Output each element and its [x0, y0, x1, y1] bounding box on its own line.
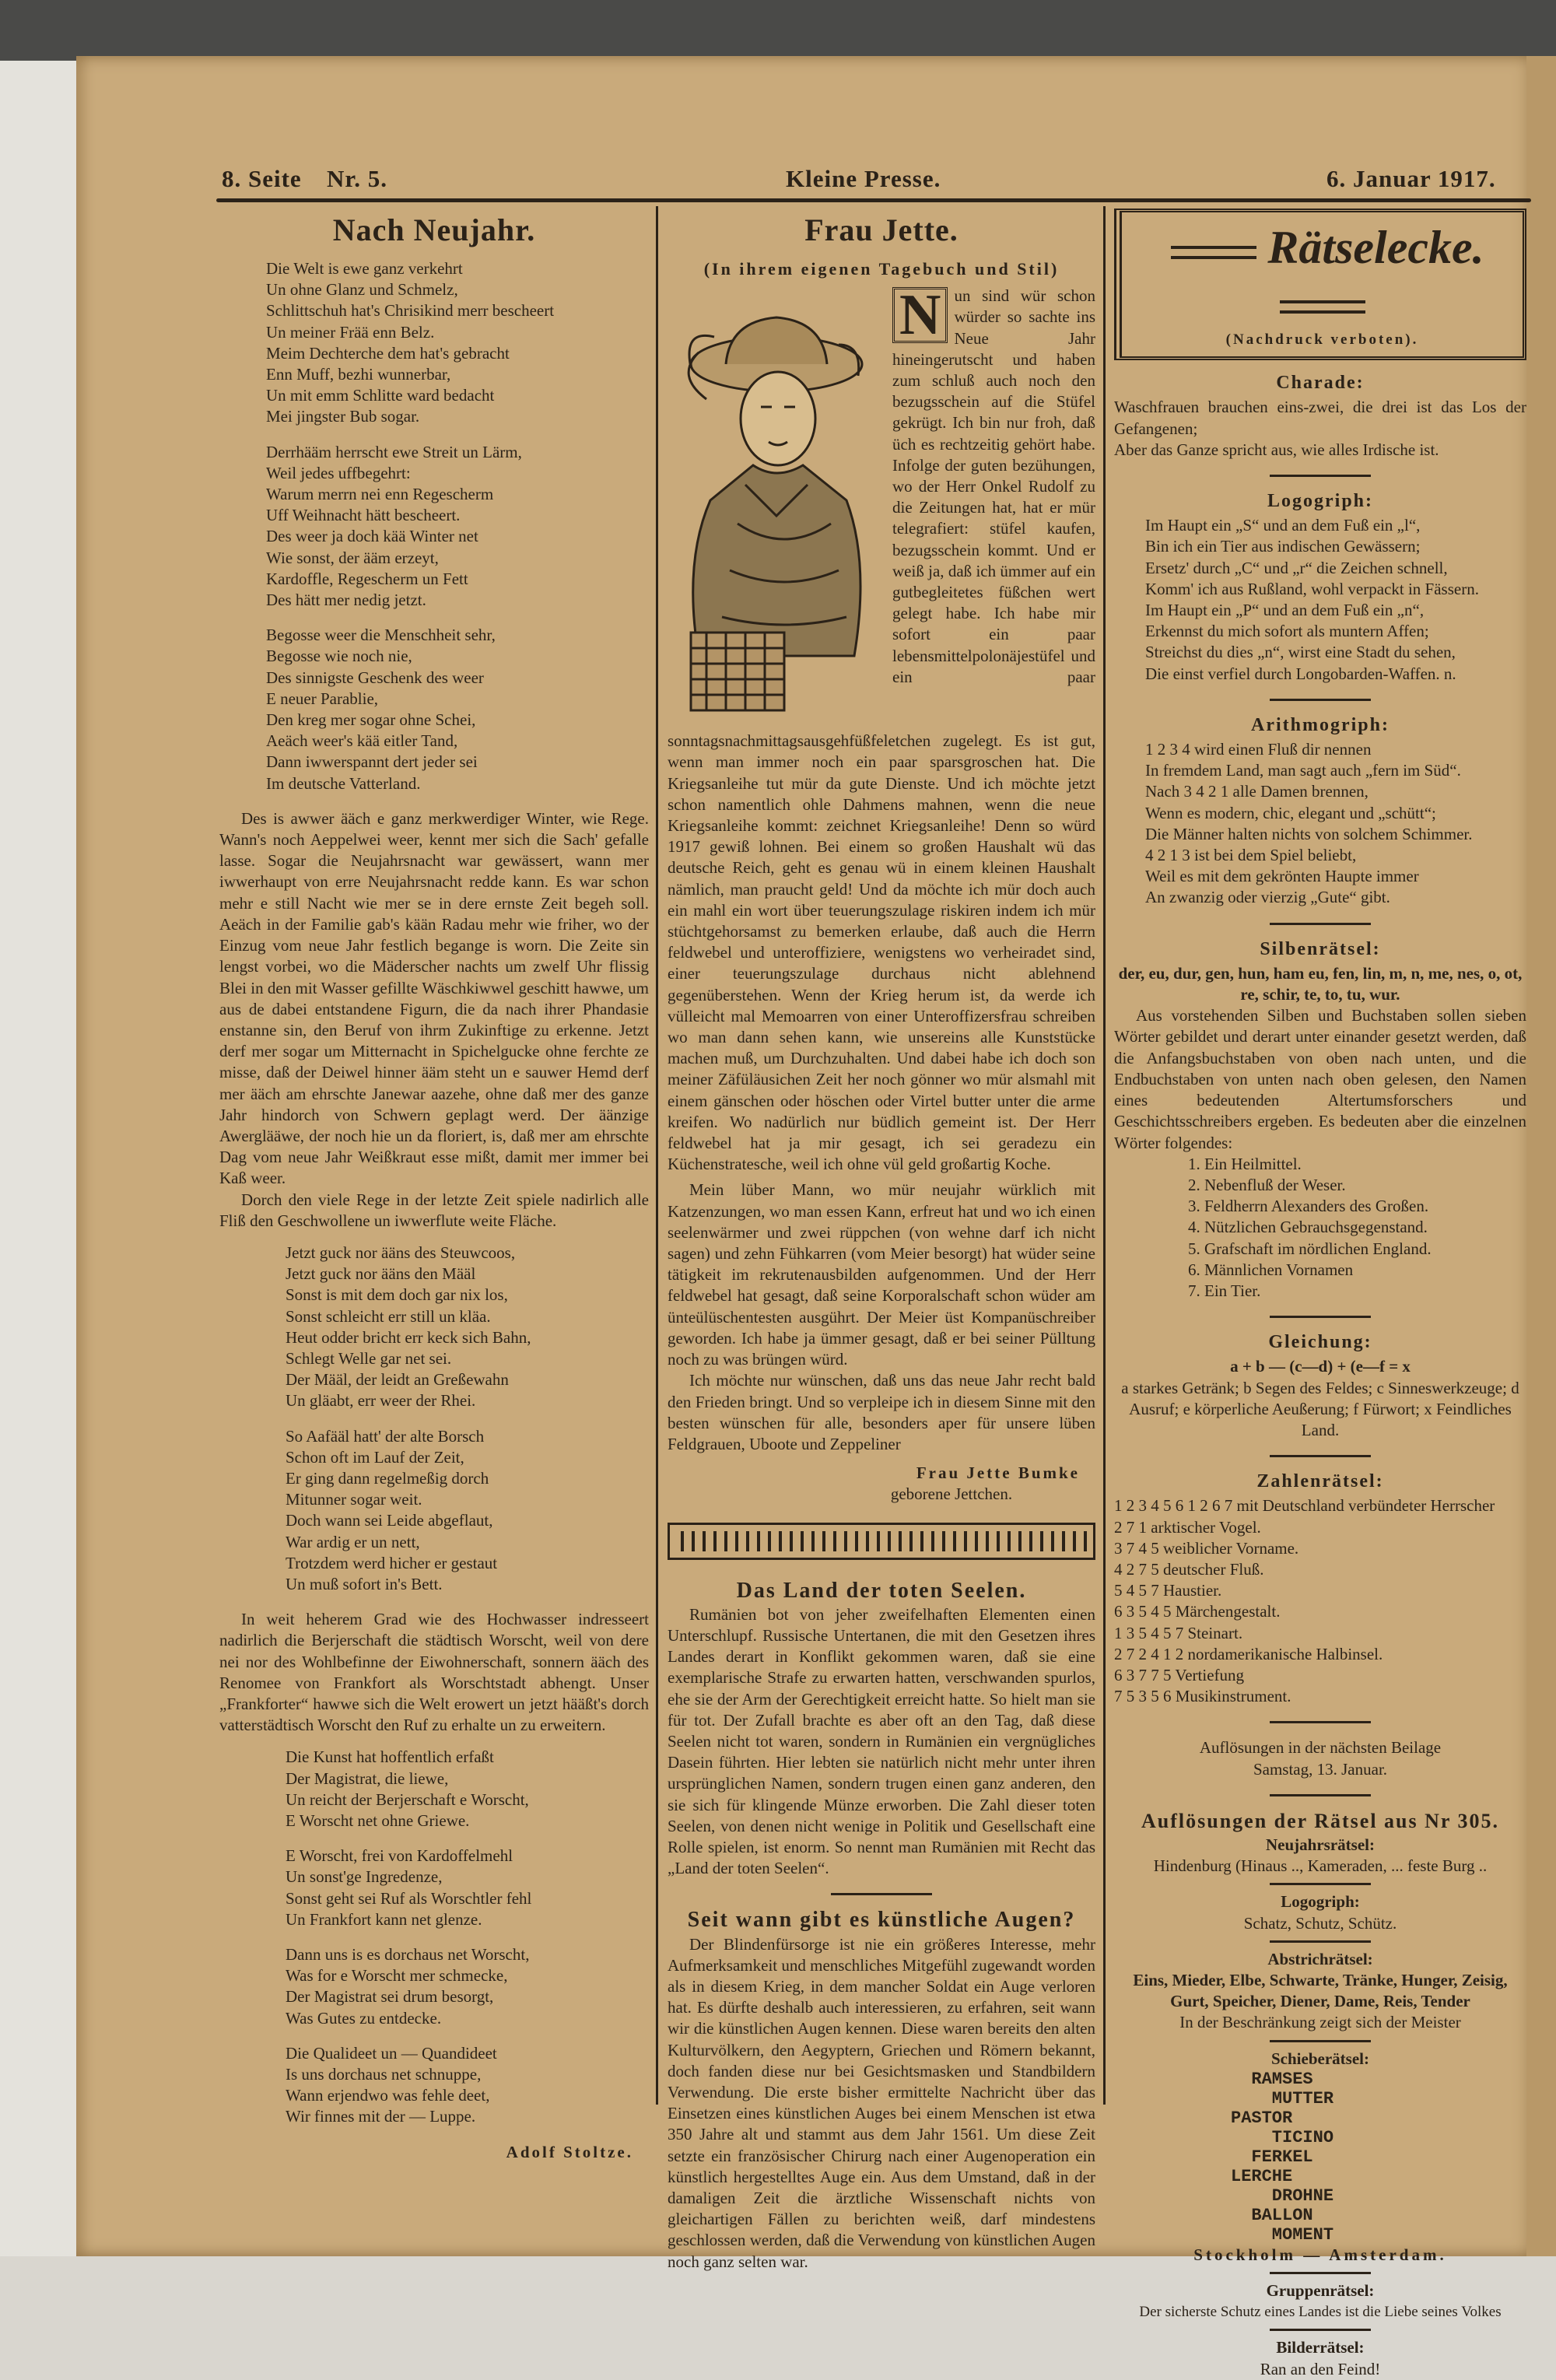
- poem-line: So Aafääl hatt' der alte Borsch: [286, 1426, 485, 1446]
- text-line: 2. Nebenfluß der Weser.: [1188, 1175, 1346, 1194]
- poem-stanza: [266, 442, 649, 612]
- solution: Schatz, Schutz, Schütz.: [1243, 1913, 1397, 1933]
- text-line: Erkennst du mich sofort als muntern Affen;: [1145, 622, 1429, 641]
- text-line: RAMSES: [1231, 2069, 1313, 2089]
- text-line: 6 3 7 7 5 Vertiefung: [1114, 1665, 1245, 1684]
- text-line: BALLON: [1231, 2205, 1313, 2225]
- text-line: Weil es mit dem gekrönten Haupte immer: [1145, 867, 1419, 886]
- poem-line: Enn Muff, bezhi wunnerbar,: [266, 365, 451, 384]
- text-line: Im Haupt ein „P“ und an dem Fuß ein „n“,: [1145, 601, 1425, 620]
- puzzle-verse: [1145, 515, 1526, 685]
- author-signature: Frau Jette Bumke: [916, 1463, 1080, 1483]
- solutions-heading: Auflösungen der Rätsel aus Nr 305.: [1141, 1809, 1499, 1832]
- solution: In der Beschränkung zeigt sich der Meister: [1179, 2013, 1461, 2032]
- solution: Hindenburg (Hinaus .., Kameraden, ... feste Burg ..: [1153, 1856, 1488, 1876]
- poem-line: Schlegt Welle gar net sei.: [286, 1348, 452, 1368]
- divider: [1270, 1455, 1371, 1457]
- section-title: Rätselecke.: [1122, 220, 1523, 329]
- poem-line: Un sonst'ge Ingredenze,: [286, 1867, 443, 1887]
- poem-stanza: [286, 1845, 649, 1930]
- text-line: 5. Grafschaft im nördlichen England.: [1188, 1239, 1432, 1258]
- header-rule: [216, 198, 1531, 202]
- poem-line: War ardig er un nett,: [286, 1532, 420, 1551]
- solution-heading: Gruppenrätsel:: [1266, 2281, 1375, 2301]
- article-title: Seit wann gibt es künstliche Augen?: [687, 1908, 1076, 1933]
- article-paragraph: Mein lüber Mann, wo mür neujahr würklich mit Katzenzungen, wo man essen Kann, erfreut hat und wo ich einen seelenwärmer und zwei rüppchen (von wehne darf ich nicht sagen) und zehn Fühkarren (vom Meier besorgt) hat wüder seine tätigkeit im rekrutenausbilden aufgenommen. Und der Herr feldwebel hat gesagt, daß seine Korporalschaft schon wüder am ünteülüschentesten ausgührt. Der Meier üst Kompanüschreiber geworden. Ich habe ja ümmer gesagt, daß er bei seiner Pülltung noch zu was brüngen würd.: [668, 1180, 1095, 1369]
- puzzle-line: Aber das Ganze spricht aus, wie alles Irdische ist.: [1114, 440, 1439, 459]
- syllables: der, eu, dur, gen, hun, ham eu, fen, lin, m, n, me, nes, o, ot, re, schir, te, to, tu, wur.: [1118, 963, 1523, 1004]
- article-paragraph: Dorch den viele Rege in der letzte Zeit spiele nadirlich alle Fliß den Geschwollene un iwwerflute weite Fläche.: [219, 1190, 649, 1230]
- poem-line: Was for e Worscht mer schmecke,: [286, 1966, 508, 1986]
- divider: [1270, 2272, 1371, 2274]
- text-line: TICINO: [1231, 2127, 1334, 2147]
- poem-stanza: [286, 1243, 649, 1412]
- drop-cap: N: [892, 287, 948, 343]
- scan-border-left: [0, 61, 76, 2256]
- text-line: 3 7 4 5 weiblicher Vorname.: [1114, 1538, 1299, 1558]
- text-line: 4 2 7 5 deutscher Fluß.: [1114, 1559, 1264, 1579]
- solution: Stockholm — Amsterdam.: [1193, 2245, 1447, 2264]
- puzzle-heading: Logogriph:: [1267, 491, 1373, 512]
- newspaper-name: Kleine Presse.: [786, 165, 941, 192]
- poem-stanza: [286, 2043, 649, 2128]
- puzzle-heading: Gleichung:: [1268, 1332, 1372, 1353]
- puzzle-heading: Arithmogriph:: [1251, 714, 1390, 735]
- text-line: Die Männer halten nichts von solchem Schimmer.: [1145, 824, 1473, 843]
- poem-line: E Worscht, frei von Kardoffelmehl: [286, 1846, 513, 1866]
- text-line: FERKEL: [1231, 2147, 1313, 2167]
- text-line: 1 2 3 4 5 6 1 2 6 7 mit Deutschland verbündeter Herrscher: [1114, 1496, 1495, 1516]
- column-divider: [1103, 206, 1106, 2105]
- poem-line: Schlittschuh hat's Chrisikind merr bescheert: [266, 301, 555, 321]
- poem-stanza: [286, 1944, 649, 2029]
- text-line: LERCHE: [1231, 2166, 1293, 2186]
- poem-line: Des weer ja doch kää Winter net: [266, 527, 478, 546]
- text-line: 1 2 3 4 wird einen Fluß dir nennen: [1145, 740, 1372, 759]
- article-subtitle: (In ihrem eigenen Tagebuch und Stil): [703, 259, 1060, 279]
- poem-line: Heut odder bricht err keck sich Bahn,: [286, 1327, 531, 1347]
- text-line: 2 7 1 arktischer Vogel.: [1114, 1517, 1261, 1537]
- text-line: MOMENT: [1231, 2224, 1334, 2245]
- poem-line: Un gläabt, err weer der Rhei.: [286, 1391, 476, 1411]
- poem-line: Un mit emm Schlitte ward bedacht: [266, 386, 495, 405]
- poem-line: Derrhääm herrscht ewe Streit un Lärm,: [266, 442, 522, 461]
- solution-grid: [1231, 2070, 1526, 2245]
- text-line: 4 2 1 3 ist bei dem Spiel beliebt,: [1145, 846, 1357, 865]
- divider: [1270, 1721, 1371, 1723]
- scan-border-top: [0, 0, 1556, 61]
- solution-heading: Bilderrätsel:: [1276, 2338, 1365, 2357]
- poem-line: Weil jedes uffbegehrt:: [266, 463, 411, 482]
- text-line: In fremdem Land, man sagt auch „fern im Süd“.: [1145, 761, 1461, 780]
- divider: [1270, 1940, 1371, 1943]
- poem-line: Schon oft im Lauf der Zeit,: [286, 1447, 464, 1467]
- divider: [831, 1893, 932, 1895]
- text-line: 2 7 2 4 1 2 nordamerikanische Halbinsel.: [1114, 1644, 1383, 1663]
- poem-line: Begosse wie noch nie,: [266, 647, 412, 666]
- poem-line: Sonst schleicht err still un kläa.: [286, 1306, 491, 1326]
- poem-line: Un reicht der Berjerschaft e Worscht,: [286, 1789, 529, 1809]
- text-line: DROHNE: [1231, 2185, 1334, 2206]
- article-title: Nach Neujahr.: [332, 212, 536, 247]
- poem-line: Der Magistrat sei drum besorgt,: [286, 1987, 494, 2007]
- article-nach-neujahr: [219, 209, 649, 2163]
- poem-line: Den kreg mer sogar ohne Schei,: [266, 710, 476, 730]
- poem-line: Mitunner sogar weit.: [286, 1490, 422, 1509]
- author-signature-line2: geborene Jettchen.: [890, 1484, 1013, 1504]
- solution-heading: Schieberätsel:: [1271, 2049, 1369, 2068]
- puzzle-text: a starkes Getränk; b Segen des Feldes; c Sinneswerkzeuge; d Ausruf; e körperliche Aeußerung; f Fürwort; x Feindliches Land.: [1121, 1378, 1519, 1439]
- text-line: Bin ich ein Tier aus indischen Gewässern;: [1145, 537, 1421, 556]
- text-line: Wenn es modern, chic, elegant und „schütt“;: [1145, 803, 1436, 822]
- poem-line: Un Frankfort kann net glenze.: [286, 1909, 482, 1929]
- poem-line: Dann iwwerspannt dert jeder sei: [266, 752, 478, 772]
- puzzle-heading: Zahlenrätsel:: [1256, 1471, 1384, 1492]
- solution: Ran an den Feind!: [1260, 2359, 1381, 2378]
- poem-line: Un ohne Glanz und Schmelz,: [266, 280, 458, 300]
- text-line: MUTTER: [1231, 2088, 1334, 2108]
- page-number: 8. Seite: [222, 165, 302, 192]
- poem-stanza: [286, 1426, 649, 1596]
- text-line: Nach 3 4 2 1 alle Damen brennen,: [1145, 782, 1369, 801]
- poem-line: Un muß sofort in's Bett.: [286, 1574, 443, 1593]
- poem-line: E Worscht net ohne Griewe.: [286, 1811, 470, 1831]
- poem-stanzas: [219, 258, 649, 794]
- text-line: Ersetz' durch „C“ und „r“ die Zeichen schnell,: [1145, 558, 1448, 577]
- text-line: 1 3 5 4 5 7 Steinart.: [1114, 1623, 1243, 1642]
- text-line: 5 4 5 7 Haustier.: [1114, 1581, 1222, 1600]
- poem-line: Des sinnigste Geschenk des weer: [266, 668, 484, 687]
- section-subtitle: (Nachdruck verboten).: [1225, 331, 1419, 348]
- puzzle-verse: [1145, 739, 1526, 909]
- poem-stanzas: [219, 1243, 649, 1595]
- poem-line: Begosse weer die Menschheit sehr,: [266, 626, 496, 645]
- text-line: Komm' ich aus Rußland, wohl verpackt in Fässern.: [1145, 579, 1479, 598]
- poem-line: Jetzt guck nor ääns den Määl: [286, 1264, 476, 1284]
- poem-line: Sonst is mit dem doch gar nix los,: [286, 1285, 508, 1305]
- poem-line: Mei jingster Bub sogar.: [266, 407, 420, 426]
- text-line: 7. Ein Tier.: [1188, 1281, 1261, 1300]
- poem-line: Uff Weihnacht hätt bescheert.: [266, 506, 461, 525]
- text-line: 1. Ein Heilmittel.: [1188, 1154, 1302, 1173]
- text-line: Die einst verfiel durch Longobarden-Waffen. n.: [1145, 664, 1456, 683]
- text-line: An zwanzig oder vierzig „Gute“ gibt.: [1145, 888, 1390, 907]
- poem-line: Die Welt is ewe ganz verkehrt: [266, 259, 463, 278]
- poem-line: Warum merrn nei enn Regescherm: [266, 485, 494, 504]
- poem-line: Wann erjendwo was fehle deet,: [286, 2086, 490, 2105]
- poem-line: Wir finnes mit der — Luppe.: [286, 2107, 476, 2126]
- equation: a + b — (c—d) + (e—f = x: [1230, 1357, 1411, 1376]
- article-paragraph: Ich möchte nur wünschen, daß uns das neue Jahr recht bald den Frieden bringt. Und so verpleipe ich in diesem Sinne mit den besten wünschen für alle, besonders aper für unsere lüben Feldgrauen, Uboote und Zeppeliner: [668, 1371, 1095, 1453]
- text-line: 3. Feldherrn Alexanders des Großen.: [1188, 1197, 1429, 1216]
- poem-stanza: [266, 258, 649, 428]
- text-line: 6 3 5 4 5 Märchengestalt.: [1114, 1602, 1281, 1621]
- poem-stanza: [286, 1747, 649, 1831]
- poem-line: Trotzdem werd hicher er gestaut: [286, 1553, 498, 1572]
- raetselecke-header: [1114, 209, 1526, 360]
- poem-line: Sonst geht sei Ruf als Worschtler fehl: [286, 1888, 532, 1908]
- text-line: 4. Nützlichen Gebrauchsgegenstand.: [1188, 1218, 1428, 1237]
- poem-line: Die Kunst hat hoffentlich erfaßt: [286, 1747, 494, 1767]
- poem-line: Der Määl, der leidt an Greßewahn: [286, 1370, 509, 1390]
- solutions-note: Auflösungen in der nächsten Beilage: [1199, 1738, 1442, 1758]
- article-paragraph: In weit heherem Grad wie des Hochwasser indresseert nadirlich die Berjerschaft die städtisch Worscht, weil von dere nei nor des Wohlbefinne der Eiwohnerschaft, sonnern ääch des Renomee von Frankfort als Worschtstadt abhengt. Unser „Frankforter“ hawwe sich die Welt erowert un jetzt hääßt's dorch vatterstädtisch Worscht den Ruf zu erhalte un zu erweitern.: [219, 1610, 649, 1735]
- divider: [1270, 923, 1371, 925]
- divider: [1270, 2329, 1371, 2331]
- puzzle-line: Waschfrauen brauchen eins-zwei, die drei ist das Los der Gefangenen;: [1114, 398, 1526, 438]
- poem-line: Wie sonst, der ääm erzeyt,: [266, 548, 439, 567]
- poem-line: Was Gutes zu entdecke.: [286, 2008, 442, 2028]
- poem-line: Meim Dechterche dem hat's gebracht: [266, 343, 510, 363]
- woman-illustration: [668, 290, 881, 726]
- text-line: Im Haupt ein „S“ und an dem Fuß ein „l“,: [1145, 516, 1421, 535]
- article-paragraph: un sind wür schon würder so sachte ins Neue Jahr hineingerutscht und haben zum schluß auch noch den bezugsschein auf die Stüfel gekrügt. Ich bin nur froh, daß üch es rechtzeitig gehört habe. Infolge der guten bezühungen, wo der Herr Onkel Rudolf zu die Zeitungen hat, hat er mür telegrafiert: stüfel kaufen, bezugsschein kommt. Und er weiß ja, daß ich ümmer auf ein gutbegleitetes füßchen wert gelegt habe. Ich habe mir sofort ein paar lebensmittelpolonäjestüfel und ein paar sonntagsnachmittagsausgehfüßfeletchen zugelegt. Es ist gut, wenn man immer noch ein paar sparsgroschen hat. Die Kriegsanleihe tut mür da gute Dienste. Und ich möchte jetzt schon namentlich ohle Dahmens mahnen, wenn die neue Kriegsanleihe kommt: zeichnet Kriegsanleihe! Denn so würd 1917 gewiß lohnen. Bei einem so großen Haushalt wü das deutsche Reich, geht es genau wü in einem kleinen Haushalt nämlich, man praucht geld! Und da möchte ich mür doch auch ein mahl ein wort über teuerungszulage riskiren indem ich mür stüchtgehorsamst zu bemerken erlaube, daß auch die Herrn feldwebel und unteroffiziere, wenigstens wo verheiradet sind, einer teuerungszulage durchaus nicht ablehnend gegenüberstehen. Wenn der Krieg herum ist, da werde ich vülleicht mal Memoarren von einer Unteroffizersfrau schreiben wo man dann sehen kann, wie unsereins alle Kunststücke machen muß, um Durchzuhalten. Und dabei habe ich doch son meiner Zäfüläusichen Zeit her noch gönner wo mür alsmahl mit einem gänschen oder höschen oder Virtel butter unter die arme kreifen. Wo nadürlich nur büdlich gemeint ist. Der Herr feldwebel hat ja mir gesagt, ich sei geradezu ein Küchenstratesche, weil ich ohne vül geld großartig Koche.: [668, 286, 1095, 1174]
- puzzle-heading: Charade:: [1276, 373, 1365, 394]
- poem-line: Dann uns is es dorchaus net Worscht,: [286, 1945, 530, 1965]
- divider: [1270, 475, 1371, 477]
- article-title: Frau Jette.: [804, 212, 958, 247]
- text-line: PASTOR: [1231, 2108, 1293, 2128]
- text-line: 7 5 3 5 6 Musikinstrument.: [1114, 1687, 1291, 1706]
- text-line: Streichst du dies „n“, wirst eine Stadt du sehen,: [1145, 643, 1456, 662]
- poem-line: Er ging dann regelmeßig dorch: [286, 1468, 489, 1488]
- poem-line: Kardoffle, Regescherm un Fett: [266, 569, 468, 588]
- poem-line: Doch wann sei Leide abgeflaut,: [286, 1511, 493, 1530]
- puzzle-text: Aus vorstehenden Silben und Buchstaben sollen sieben Wörter gebildet und derart unter einander gesetzt werden, daß die Anfangsbuchstaben von oben nach unten, und die Endbuchstaben von unten nach oben gelesen, den Namen eines bedeutenden Altertumsforschers und Geschichtsschreibers ergeben. Es bedeuten aber die einzelnen Wörter folgendes:: [1114, 1006, 1526, 1152]
- divider: [1270, 1883, 1371, 1885]
- issue-number: Nr. 5.: [327, 165, 388, 192]
- column-divider: [656, 206, 658, 2105]
- poem-line: Un meiner Frää enn Belz.: [266, 322, 435, 342]
- poem-line: Aeäch weer's kää eitler Tand,: [266, 731, 458, 751]
- solutions-date: Samstag, 13. Januar.: [1253, 1759, 1388, 1779]
- solution: Eins, Mieder, Elbe, Schwarte, Tränke, Hunger, Zeisig, Gurt, Speicher, Diener, Dame, Reis, Tender: [1133, 1971, 1508, 2011]
- divider: [1270, 1794, 1371, 1796]
- raetselecke: [1114, 209, 1526, 2380]
- poem-line: Die Qualideet un — Quandideet: [286, 2043, 497, 2063]
- puzzle-list: [1114, 1495, 1526, 1707]
- article-title: Das Land der toten Seelen.: [736, 1578, 1027, 1603]
- author-signature: Adolf Stoltze.: [506, 2142, 633, 2161]
- poem-line: Jetzt guck nor ääns des Steuwcoos,: [286, 1243, 516, 1262]
- puzzle-list: [1188, 1154, 1526, 1302]
- poem-line: E neuer Parablie,: [266, 689, 379, 708]
- text-line: 6. Männlichen Vornamen: [1188, 1260, 1354, 1279]
- puzzle-heading: Silbenrätsel:: [1260, 938, 1381, 959]
- page-fold-edge: [1526, 56, 1556, 2256]
- divider: [1270, 2040, 1371, 2042]
- ornamental-divider: [668, 1523, 1095, 1560]
- poem-line: Is uns dorchaus net schnuppe,: [286, 2065, 482, 2084]
- poem-stanza: [266, 625, 649, 794]
- poem-stanzas: [219, 1747, 649, 2127]
- issue-date: 6. Januar 1917.: [1326, 165, 1496, 192]
- article-paragraph: Der Blindenfürsorge ist nie ein größeres Interesse, mehr Aufmerksamkeit und menschliches Mitgefühl zugewandt worden als in diesem Krieg, in dem mancher Soldat ein Auge verloren hat. Es dürfte deshalb auch interessieren, zu erfahren, seit wann wir die künstlichen Augen kennen. Diese waren bereits den alten Kulturvölkern, den Aegyptern, Griechen und Römern bekannt, doch fanden diese nur bei Gesichtsmasken und Standbildern Verwendung. Die erste bisher ermittelte Nachricht über das Einsetzen eines künstlichen Auges bei einem Menschen ist etwa 350 Jahre alt und stammt aus dem Jahr 1561. Um diese Zeit setzte ein französischer Chirurg nach einer Augenoperation ein künstlich hergestelltes Auge ein. Aus dem Umstand, daß in der damaligen Zeit die ärztliche Wissenschaft nichts von gleichartigen Fällen zu berichten weiß, darf mindestens geschlossen werden, daß die Verwendung von künstlichen Augen noch ganz selten war.: [668, 1934, 1095, 2271]
- divider: [1270, 1316, 1371, 1318]
- article-paragraph: Rumänien bot von jeher zweifelhaften Elementen einen Unterschlupf. Russische Untertanen, die mit den Gesetzen ihres Landes derart in Konflikt gekommen waren, daß sie eine exemplarische Strafe zu erwarten hatten, verschwanden spurlos, ehe sie der Arm der Gerechtigkeit erreicht hatte. So hielt man sie für tot. Der Zufall brachte es aber oft an den Tag, daß diese Seelen nicht tot waren, sondern in Rumänien ein vergnügliches Dasein führten. Hier lebten sie natürlich nicht mehr unter ihren ursprünglichen Namen, sondern trugen einen ganz anderen, den sie sich für klingende Münze erworben. Die Zahl dieser toten Seelen, von denen nicht wenige in Politik und Gesellschaft eine Rolle spielen, ist enorm. So nennt man Rumänien mit Recht das „Land der toten Seelen“.: [668, 1604, 1095, 1878]
- article-frau-jette: [668, 209, 1095, 2273]
- article-paragraph: Des is awwer ääch e ganz merkwerdiger Winter, wie Rege. Wann's noch Aeppelwei weer, kennt mer sich die Sach' gefalle lasse. Sogar die Neujahrsnacht war gewässert, wann mer iwwerhaupt von erre Neujahrsnacht redde kann. Es war schon mehr e still Nacht wie mer se in dere ernste Zeit begeh soll. Aeäch in der Familie gab's kään Radau mehr wie friher, wo der Einzug vom neue Jahr festlich begange is worn. Die Zeite sin lengst vorbei, wo die Mäderscher nachts um zwelf Uhr flissig Blei in den mit Wasser gefillte Wäschkiwwel geschitt hawwe, um aus de dabei entstandene Figurn, die da nach ihrer Phandasie enstanne sin, den Beruf von ihrm Zukinftige zu erkenne. Jetzt derf mer sogar um Mitternacht in Spichelgucke ohne ferchte ze misse, daß der Deiwel hinner ääm steht un e sauwer Hemd derf mer ääch am ehrschte Janewar aazehe, ohne daß mer des ganze Jahr hindorch von Schwern geplagt werd. Der äänzige Awerglääwe, der noch hie un da floriert, is, daß mer am ehrschte Dag vom neue Jahr Weißkraut esse mißt, damit mer immer bei Kaß weer.: [219, 808, 649, 1188]
- solution: Der sicherste Schutz eines Landes ist die Liebe seines Volkes: [1139, 2304, 1502, 2321]
- solution-heading: Neujahrsrätsel:: [1266, 1835, 1375, 1854]
- poem-line: Der Magistrat, die liewe,: [286, 1768, 449, 1788]
- solution-heading: Logogriph:: [1281, 1892, 1360, 1912]
- divider: [1270, 699, 1371, 701]
- solution-heading: Abstrichrätsel:: [1267, 1949, 1373, 1968]
- poem-line: Des hätt mer nedig jetzt.: [266, 591, 426, 610]
- poem-line: Im deutsche Vatterland.: [266, 773, 421, 793]
